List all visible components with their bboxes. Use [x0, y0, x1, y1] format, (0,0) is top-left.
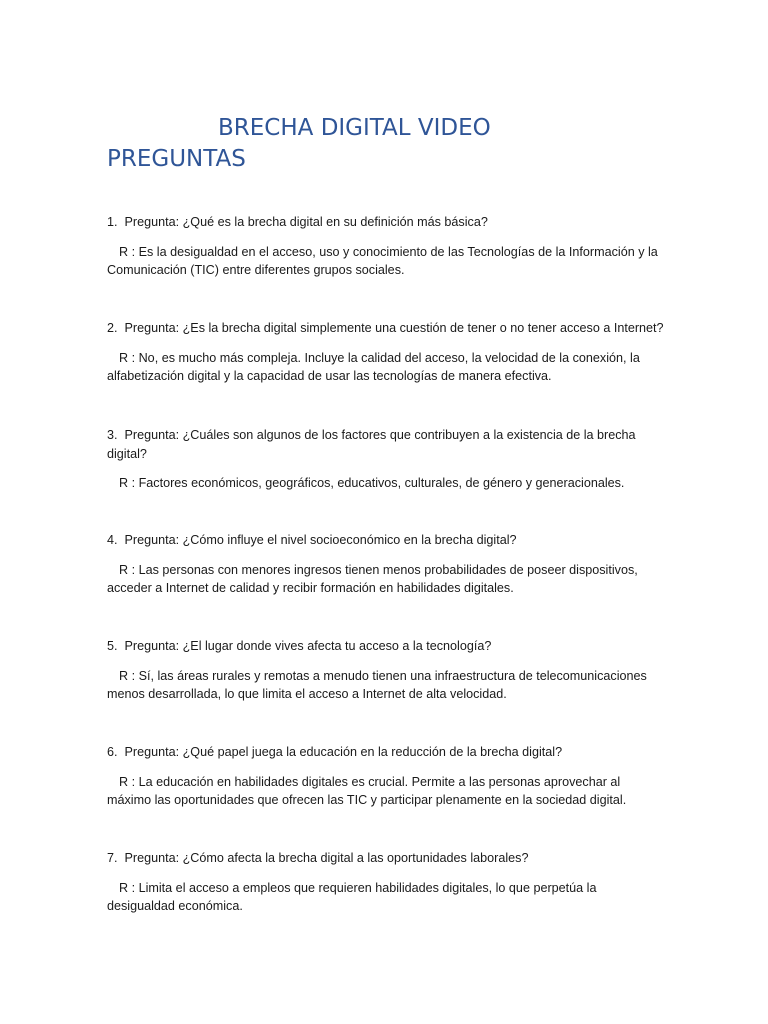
question-3: 3. Pregunta: ¿Cuáles son algunos de los factores que contribuyen a la existencia de la brecha digital?	[107, 428, 640, 461]
answer-2: R : No, es mucho más compleja. Incluye la calidad del acceso, la velocidad de la conexión, la alfabetización digital y la capacidad de usar las tecnologías de manera efectiva.	[107, 350, 644, 383]
answer-4: R : Las personas con menores ingresos tienen menos probabilidades de poseer dispositivos, acceder a Internet de calidad y recibir formación en habilidades digitales.	[107, 562, 642, 595]
question-1: 1. Pregunta: ¿Qué es la brecha digital en su definición más básica?	[107, 215, 488, 229]
question-4: 4. Pregunta: ¿Cómo influye el nivel socioeconómico en la brecha digital?	[107, 533, 517, 547]
qa-item-6	[107, 743, 667, 810]
question-6: 6. Pregunta: ¿Qué papel juega la educación en la reducción de la brecha digital?	[107, 745, 563, 759]
qa-item-7	[107, 849, 667, 916]
qa-item-4	[107, 531, 667, 598]
document-title	[107, 113, 707, 175]
answer-3: R : Factores económicos, geográficos, educativos, culturales, de género y generacionales.	[119, 476, 625, 490]
document-title-line-2: PREGUNTAS	[107, 146, 246, 172]
qa-item-1	[107, 213, 667, 280]
qa-item-5	[107, 637, 667, 704]
answer-5: R : Sí, las áreas rurales y remotas a menudo tienen una infraestructura de telecomunicaciones menos desarrollada, lo que limita el acceso a Internet de alta velocidad.	[107, 668, 651, 701]
question-5: 5. Pregunta: ¿El lugar donde vives afecta tu acceso a la tecnología?	[107, 639, 492, 653]
qa-item-3	[107, 426, 667, 493]
document-title-line-1: BRECHA DIGITAL VIDEO	[218, 115, 491, 141]
answer-6: R : La educación en habilidades digitales es crucial. Permite a las personas aprovechar al máximo las oportunidades que ofrecen las TIC y participar plenamente en la sociedad digital.	[107, 774, 627, 807]
question-2: 2. Pregunta: ¿Es la brecha digital simplemente una cuestión de tener o no tener acceso a Internet?	[107, 321, 664, 335]
qa-item-2	[107, 319, 667, 386]
question-7: 7. Pregunta: ¿Cómo afecta la brecha digital a las oportunidades laborales?	[107, 851, 529, 865]
answer-7: R : Limita el acceso a empleos que requieren habilidades digitales, lo que perpetúa la desigualdad económica.	[107, 880, 600, 913]
answer-1: R : Es la desigualdad en el acceso, uso y conocimiento de las Tecnologías de la Información y la Comunicación (TIC) entre diferentes grupos sociales.	[107, 244, 662, 277]
